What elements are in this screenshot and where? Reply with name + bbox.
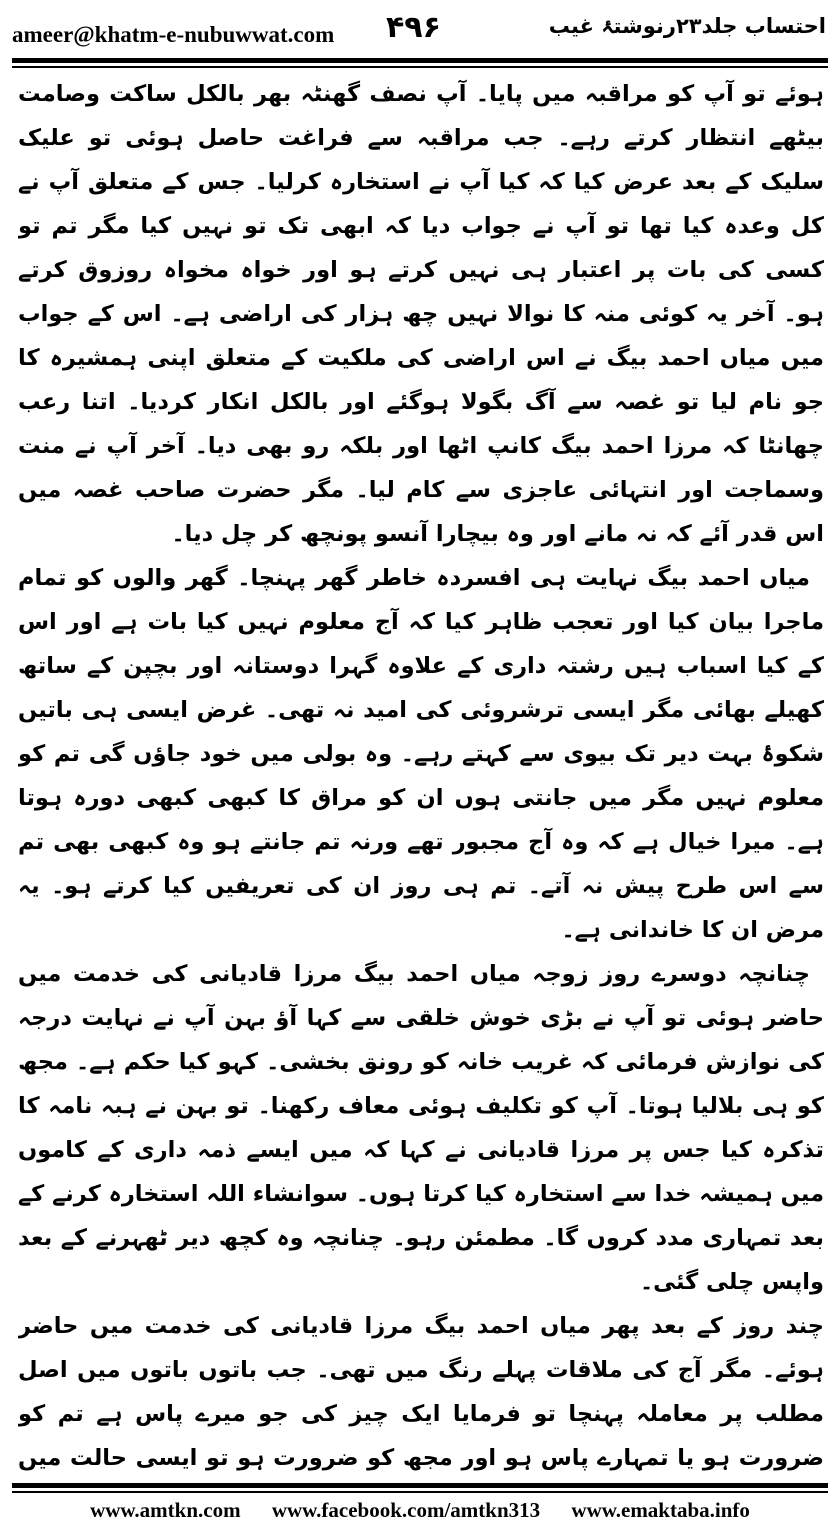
paragraph-3: چنانچہ دوسرے روز زوجہ میاں احمد بیگ مرزا قادیانی کی خدمت میں حاضر ہوئی تو آپ نے بڑی خوش خلقی سے کہا آؤ بہن آپ نے نہایت درجہ کی نوازش فرمائی کہ غریب خانہ کو رونق بخشی۔ کہو کیا حکم ہے۔ مجھ کو ہی بلالیا ہوتا۔ آپ کو تکلیف ہوئی معاف رکھنا۔ تو بہن نے ہبہ نامہ کا تذکرہ کیا جس پر مرزا قادیانی نے کہا کہ میں ایسے ذمہ داری کے کاموں میں ہمیشہ خدا سے استخارہ کیا کرتا ہوں۔ سوانشاء اللہ استخارہ کرنے کے بعد تمہاری مدد کروں گا۔ مطمئن رہو۔ چنانچہ وہ کچھ دیر ٹھہرنے کے بعد واپس چلی گئی۔: [18, 961, 824, 1295]
page-number: ۴۹۶: [386, 10, 441, 45]
footer-rule-thin: [12, 1491, 828, 1493]
book-title: احتساب جلد۲۳رنوشتۂ غیب: [548, 14, 826, 38]
page-footer: [0, 1498, 840, 1540]
page-body: [18, 72, 824, 1472]
footer-link-facebook[interactable]: www.facebook.com/amtkn313: [271, 1498, 541, 1522]
footer-link-amtkn[interactable]: www.amtkn.com: [90, 1498, 241, 1522]
header-rule-thick: [12, 58, 828, 63]
paragraph-1: ہوئے تو آپ کو مراقبہ میں پایا۔ آپ نصف گھنٹہ بھر بالکل ساکت وصامت بیٹھے انتظار کرتے رہے۔ جب مراقبہ سے فراغت حاصل ہوئی تو علیک سلیک کے بعد عرض کیا کہ کیا آپ نے استخارہ کرلیا۔ جس کے متعلق آپ نے کل وعدہ کیا تھا تو آپ نے جواب دیا کہ ابھی تک تو نہیں کیا مگر تم تو کسی کی بات پر اعتبار ہی نہیں کرتے ہو اور خواہ مخواہ روزوق کرتے ہو۔ آخر یہ کوئی منہ کا نوالا نہیں چھ ہزار کی اراضی ہے۔ اس کے جواب میں میاں احمد بیگ نے اس اراضی کی ملکیت کے متعلق اپنی ہمشیرہ کا جو نام لیا تو غصہ سے آگ بگولا ہوگئے اور بالکل انکار کردیا۔ اتنا رعب چھانٹا کہ مرزا احمد بیگ کانپ اٹھا اور بلکہ رو بھی دیا۔ آخر آپ نے منت وسماجت اور انتہائی عاجزی سے کام لیا۔ مگر حضرت صاحب غصہ میں اس قدر آئے کہ نہ مانے اور وہ بیچارا آنسو پونچھ کر چل دیا۔: [18, 81, 824, 547]
footer-link-emaktaba[interactable]: www.emaktaba.info: [571, 1498, 750, 1522]
paragraph-4: چند روز کے بعد پھر میاں احمد بیگ مرزا قادیانی کی خدمت میں حاضر ہوئے۔ مگر آج کی ملاقات پہلے رنگ میں تھی۔ جب باتوں باتوں میں اصل مطلب پر معاملہ پہنچا تو فرمایا ایک چیز کی جو میرے پاس ہے تم کو ضرورت ہو یا تمہارے پاس ہو اور مجھ کو ضرورت ہو تو ایسی حالت میں: [18, 1313, 824, 1471]
footer-rule-thick: [12, 1483, 828, 1488]
header-rule-thin: [12, 66, 828, 68]
header-email: ameer@khatm-e-nubuwwat.com: [12, 22, 335, 47]
paragraph-2: میاں احمد بیگ نہایت ہی افسردہ خاطر گھر پہنچا۔ گھر والوں کو تمام ماجرا بیان کیا اور تعجب ظاہر کیا کہ آج معلوم نہیں کیا بات ہے اور اس کے کیا اسباب ہیں رشتہ داری کے علاوہ گہرا دوستانہ اور بچپن کے ساتھ کھیلے بھائی مگر ایسی ترشروئی کی امید نہ تھی۔ غرض ایسی ہی باتیں شکوۂ بہت دیر تک بیوی سے کہتے رہے۔ وہ بولی میں خود جاؤں گی تم کو معلوم نہیں مگر میں جانتی ہوں ان کو مراق کا کبھی کبھی دورہ ہوتا ہے۔ میرا خیال ہے کہ وہ آج مجبور تھے ورنہ تم جانتے ہو وہ کبھی بھی تم سے اس طرح پیش نہ آتے۔ تم ہی روز ان کی تعریفیں کیا کرتے ہو۔ یہ مرض ان کا خاندانی ہے۔: [18, 565, 824, 943]
